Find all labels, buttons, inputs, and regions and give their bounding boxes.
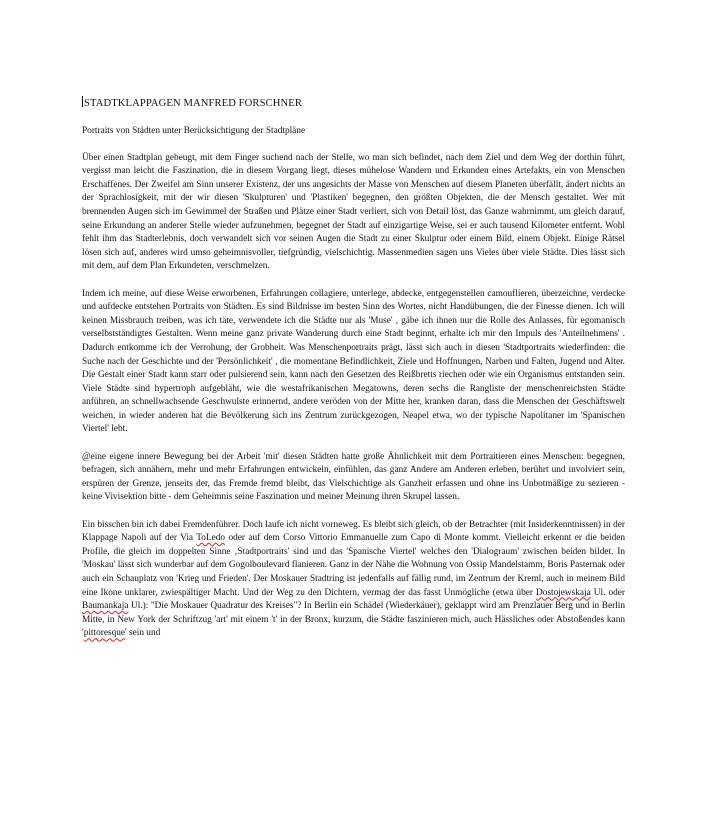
text-cursor: [82, 96, 83, 107]
paragraph-text: Über einen Stadtplan gebeugt, mit dem Finger suchend nach der Stelle, wo man sich befindet, nach dem Ziel und dem Weg der dorthin führt, vergisst man leicht die Faszination, die in diesem Vorgang liegt, dieses mühelose Wandern und Erkunden eines Artefakts, ein von Menschen Erschaffenes. Der Zweifel am Sinn unserer Existenz, der uns angesichts der Masse von Menschen auf diesem Planeten überfällt, ändert nichts an der Sprachlosigkeit, mit der wir diesen 'Skulpturen' und 'Plastiken' begegnen, den größten Objekten, die der Mensch gestaltet. Wer mit brennenden Augen sich im Gewimmel der Straßen und Plätze einer Stadt verliert, sich von Detail löst, das Ganze wahrnimmt, um gleich darauf, seine Erkundung an anderer Stelle wieder aufzunehmen, begegnet der Stadt auf einzigartige Weise, sei er auch tausend Kilometer entfernt. Wohl fehlt ihm das Stadterlebnis, doch verwandelt sich vor seinen Augen die Stadt zu einer Skulptur oder einem Bild, einem Objekt. Einige Rätsel lösen sich auf, anderes wird umso geheimnisvoller, tiefgründig, vielschichtig. Massenmedien sagen uns Vieles über viele Städte. Dies lässt sich mit dem, auf dem Plan Erkundeten, verschmelzen.: [82, 152, 625, 272]
paragraph-list: [82, 152, 625, 641]
paragraph: [82, 288, 625, 438]
paragraph-text: @eine eigene innere Bewegung bei der Arbeit 'mit' diesen Städten hatte große Ähnlichkeit mit dem Portraitieren eines Menschen: begegnen, befragen, sich annähern, mehr und mehr Erfahrungen entwickeln, einfühlen, das ganz Andere am Anderen erleben, berührt und involviert sein, erspüren der Grenze, jenseits der, das Fremde fremd bleibt, das Vielschichtige als Ganzheit erfassen und ohne ins Unbotmäßige zu sezieren - keine Vivisektion bitte - dem Geheimnis seine Faszination und meiner Meinung ihren Skrupel lassen.: [82, 451, 625, 503]
spelling-flagged-word: Baumankaja: [82, 601, 129, 612]
paragraph-text: Ul. oder: [590, 587, 625, 598]
paragraph-text: Ul.): "Die Moskauer Quadratur des Kreises"? In Berlin ein Schädel (Wiederkäuer), geklappt wird am Prenzlauer Berg und in Berlin Mitte, in New York der Schriftzug 'art' mit einem 't' in der Bronx, kurzum, die Städte faszinieren mich, auch Hässliches oder Abstoßendes kann ': [82, 601, 625, 639]
spelling-flagged-word: Dostojewskaja: [536, 587, 591, 598]
document-subtitle: Portraits von Städten unter Berücksichtigung der Stadtpläne: [82, 126, 306, 136]
paragraph-text: Ein bisschen bin ich dabei Fremdenführer. Doch laufe ich nicht vorneweg. Es bleibt sich gleich, ob der Betrachter (mit Insiderkenntnissen) in der Klappage Napoli auf der Via: [82, 519, 625, 544]
document-body[interactable]: [82, 96, 625, 655]
paragraph: [82, 451, 625, 505]
paragraph-text: Indem ich meine, auf diese Weise erworbenen, Erfahrungen collagiere, unterlege, abdecke, entgegenstellen camouflieren, überzeichne, verdecke und aufdecke entstehen Portraits von Städten. Es sind Bildnisse im besten Sinn des Wortes, nicht Handübungen, die der Finesse dienen. Ich will keinen Missbrauch treiben, was ich täte, verwendete ich die Städte nur als 'Muse' , gäbe ich ihnen nur die Rolle des Anlasses, für egomanisch verselbstständigtes Gestalten. Wenn meine ganz private Wanderung durch eine Stadt beginnt, erhalte ich mir den Impuls des 'Anteilnehmens' . Dadurch entkomme ich der Verrohung, der Grobheit. Was Menschenportraits prägt, lässt sich auch in diesen 'Stadtportraits wiederfinden: die Suche nach der Geschichte und der 'Persönlichkeit' , die momentane Befindlichkeit, Ziele und Hoffnungen, Narben und Falten, Jugend und Alter. Die Gestalt einer Stadt kann starr oder pulsierend sein, kann nach den Gesetzen des Reißbretts riechen oder wie ein Organismus entstanden sein. Viele Städte sind hypertroph aufgebläht, wie die westafrikanischen Megatowns, deren sechs die Rangliste der menschenreichsten Städte anführen, an schnellwachsende Geschwulste erinnernd, andere veröden von der Mitte her, kranken daran, dass die Menschen der Geschäftswelt weichen, in wieder anderen hat die Bevölkerung sich ins Zentrum zurückgezogen, Neapel etwa, wo der typische Napolitaner im 'Spanischen Viertel' lebt.: [82, 288, 625, 435]
paragraph: [82, 519, 625, 641]
paragraph-text: ' sein und: [125, 628, 161, 639]
spelling-flagged-word: pittoresque: [83, 628, 125, 639]
paragraph-text: oder auf dem Corso Vittorio Emmanuelle zum Capo di Monte kommt. Vielleicht erkennt er die beiden Profile, die gleich im doppelten Sinne ‚Stadtportraits' sind und das 'Spanische Viertel' welches den 'Dialograum' zwischen beiden bildet. In 'Moskau' lässt sich wunderbar auf dem Gogolboulevard flanieren. Ganz in der Nähe die Wohnung von Ossip Mandelstamm, Boris Pasternak oder auch ein Schauplatz von 'Krieg und Frieden'. Der Moskauer Stadtring ist jedenfalls auf fällig rund, im Zentrum der Kreml, auch in meinem Bild eine Ikone unklarer, zwiespältiger Macht. Und der Weg zu den Dichtern, vermag der das fasst Unmögliche (etwa über: [82, 533, 625, 598]
paragraph: [82, 152, 625, 274]
document-heading-text: STADTKLAPPAGEN MANFRED FORSCHNER: [84, 98, 302, 109]
spelling-flagged-word: ToLedo: [196, 533, 226, 544]
document-heading: [82, 96, 625, 111]
